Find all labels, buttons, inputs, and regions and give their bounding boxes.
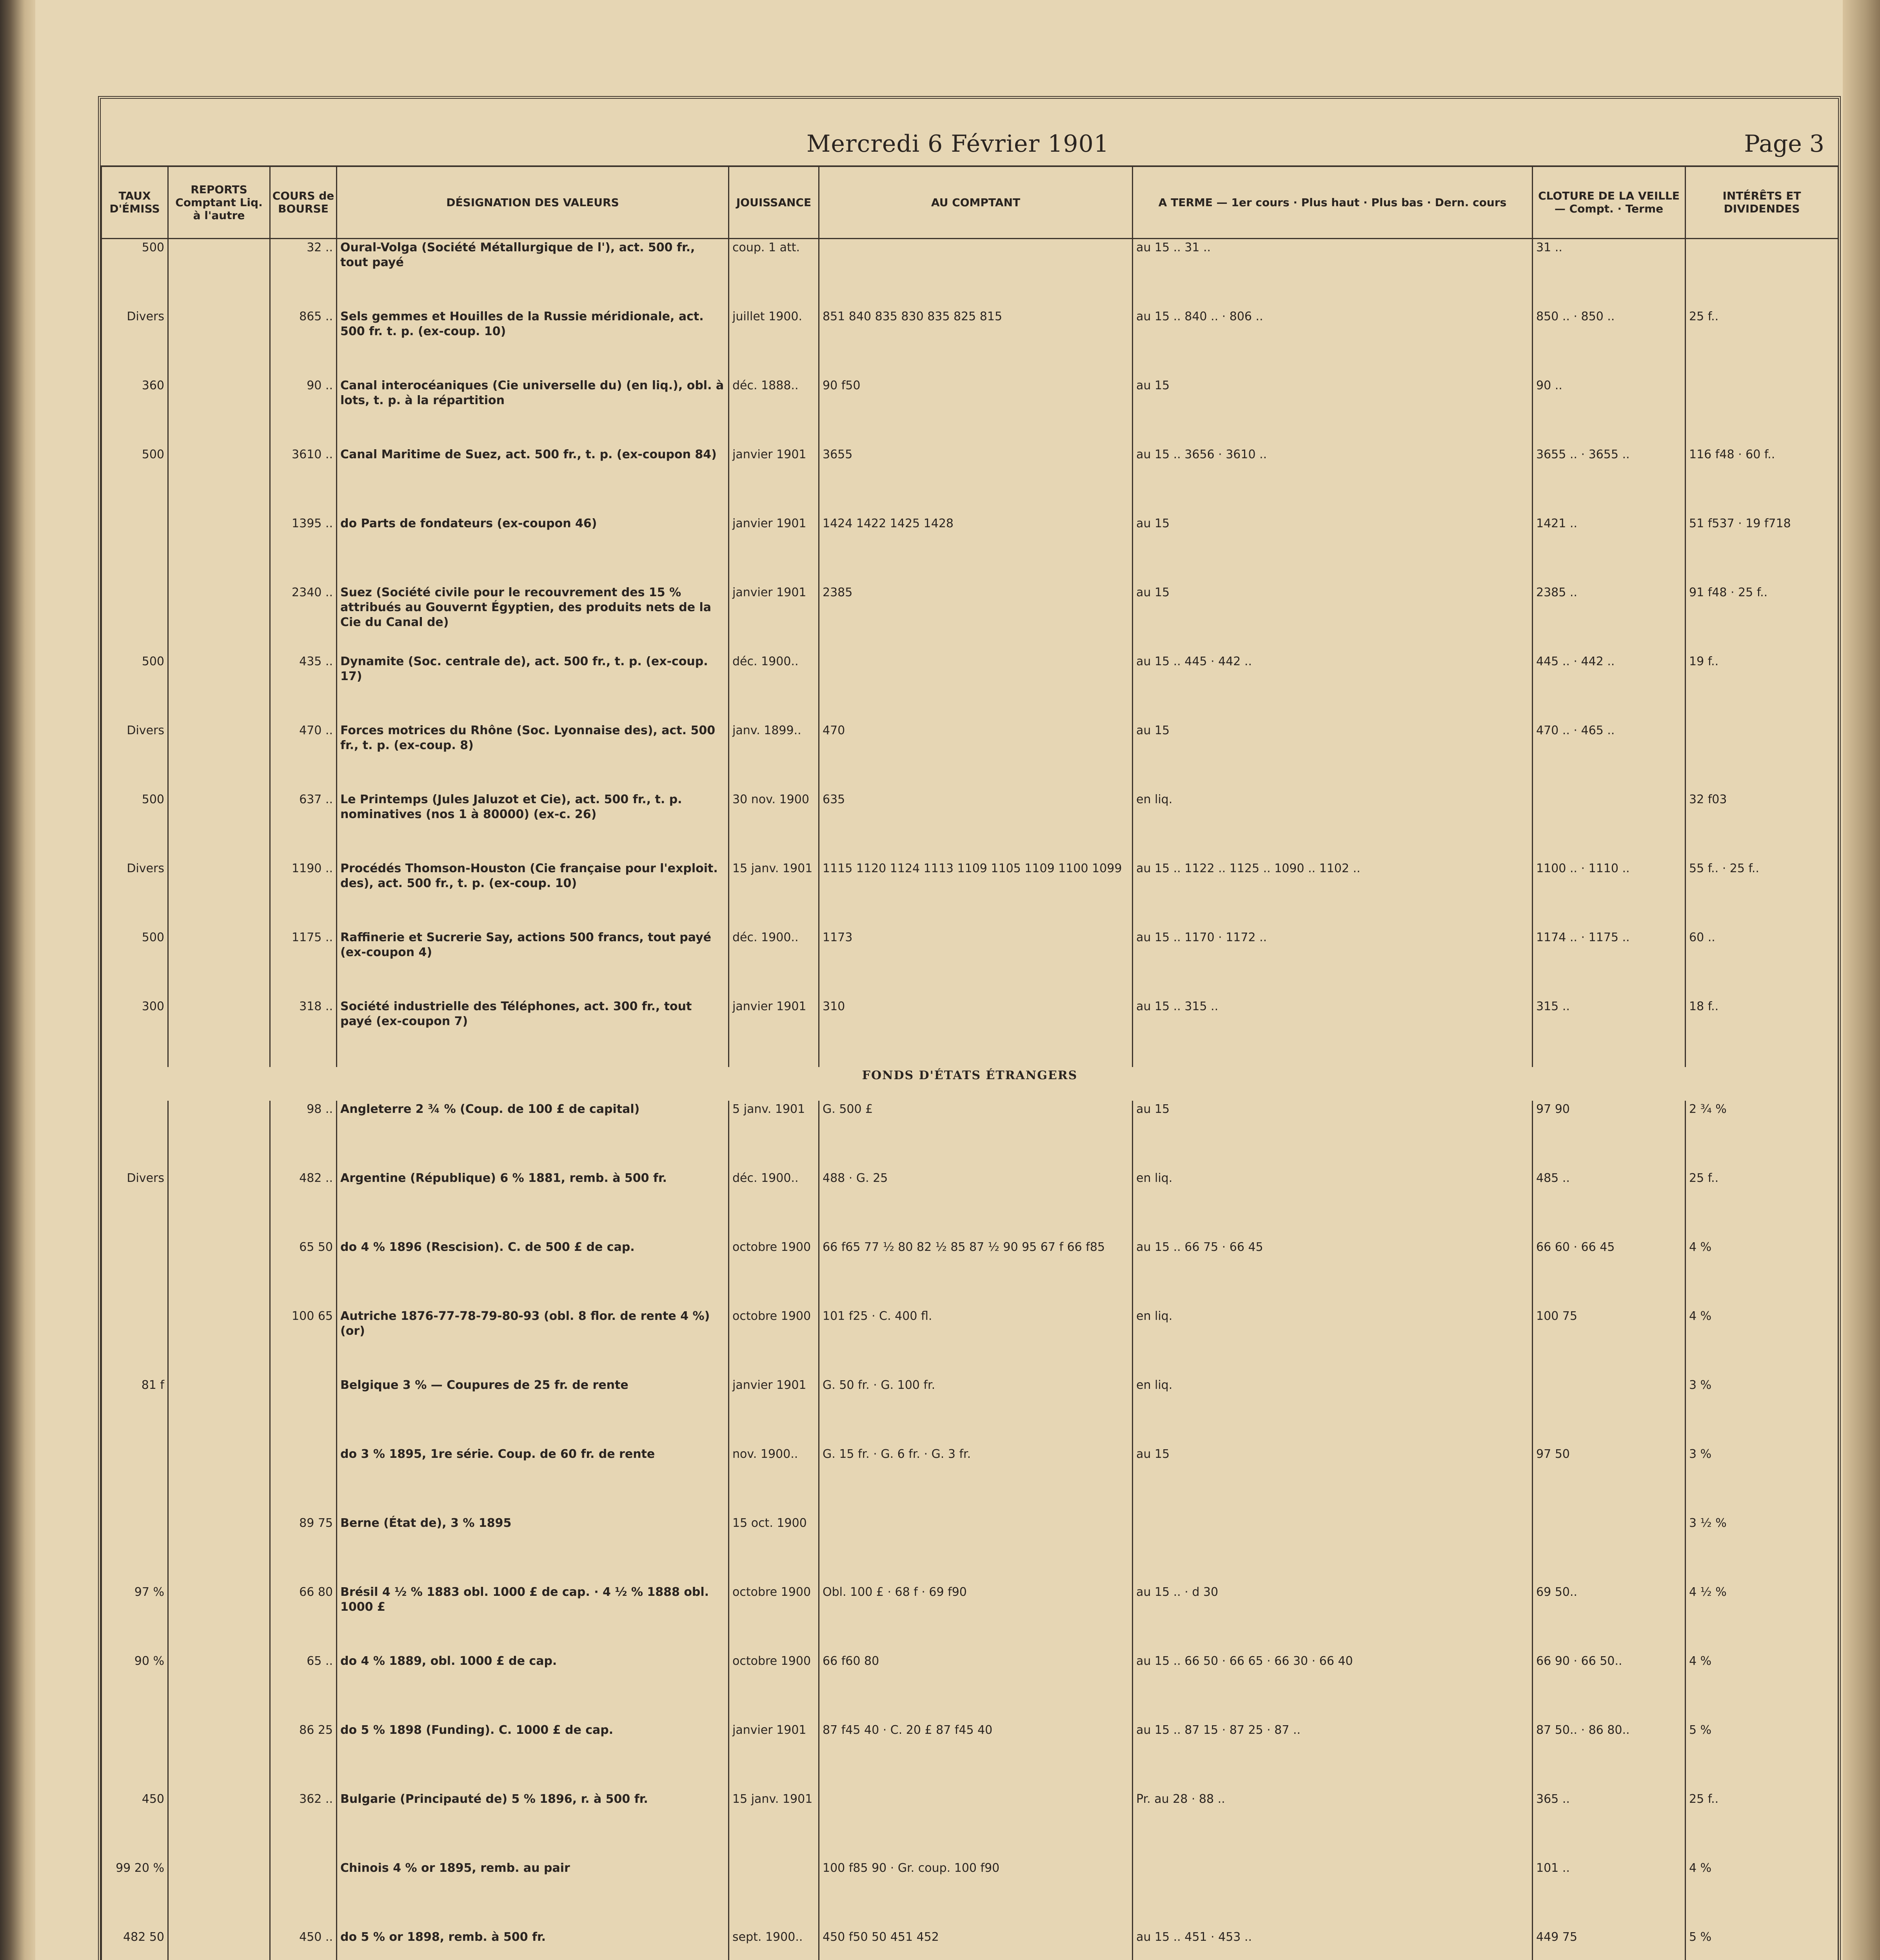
cell-jouissance: octobre 1900 [729,1308,819,1377]
cell-cloture: 3655 .. · 3655 .. [1533,446,1686,515]
table-row [102,1584,1838,1653]
cell-taux: 450 [102,1791,168,1860]
cell-jouissance: sept. 1900.. [729,1929,819,1960]
cell-designation: Suez (Société civile pour le recouvrement des 15 % attribués au Gouvernt Égyptien, des produits nets de la Cie du Canal de) [337,584,729,653]
cell-cloture: 66 60 · 66 45 [1533,1239,1686,1308]
cell-reports [168,1239,270,1308]
cell-interets: 4 % [1686,1308,1838,1377]
cell-comptant [819,653,1133,722]
cell-cours: 1395 .. [270,515,337,584]
cell-designation: Brésil 4 ½ % 1883 obl. 1000 £ de cap. · 4 ½ % 1888 obl. 1000 £ [337,1584,729,1653]
cell-designation: do 4 % 1889, obl. 1000 £ de cap. [337,1653,729,1722]
cell-designation: do 4 % 1896 (Rescision). C. de 500 £ de cap. [337,1239,729,1308]
cell-cours: 100 65 [270,1308,337,1377]
cell-jouissance: janvier 1901 [729,515,819,584]
cell-cours: 470 .. [270,722,337,791]
table-row [102,1791,1838,1860]
page-number: Page 3 [1744,130,1824,158]
cell-cours: 32 .. [270,239,337,309]
cell-cloture: 69 50.. [1533,1584,1686,1653]
cell-terme [1133,1860,1533,1929]
table-row [102,239,1838,309]
cell-interets [1686,722,1838,791]
table-row [102,1170,1838,1239]
cell-comptant [819,1515,1133,1584]
cell-taux: Divers [102,308,168,377]
page-date: Mercredi 6 Février 1901 [806,130,1109,158]
book-edge [1843,0,1880,1960]
cell-comptant: 1115 1120 1124 1113 1109 1105 1109 1100 1099 [819,860,1133,929]
cell-jouissance: 5 janv. 1901 [729,1101,819,1170]
cell-interets: 51 f537 · 19 f718 [1686,515,1838,584]
cell-interets: 25 f.. [1686,308,1838,377]
cell-comptant: 488 · G. 25 [819,1170,1133,1239]
cell-comptant: 450 f50 50 451 452 [819,1929,1133,1960]
cell-reports [168,308,270,377]
cell-designation: Oural-Volga (Société Métallurgique de l'), act. 500 fr., tout payé [337,239,729,309]
cell-interets: 5 % [1686,1722,1838,1791]
table-row [102,584,1838,653]
table-row [102,1377,1838,1446]
cell-jouissance: octobre 1900 [729,1653,819,1722]
cell-taux: 500 [102,653,168,722]
cell-reports [168,1860,270,1929]
cell-cours: 89 75 [270,1515,337,1584]
cell-cloture: 485 .. [1533,1170,1686,1239]
table-body [102,239,1838,1960]
table-row [102,1653,1838,1722]
table-row [102,515,1838,584]
cell-comptant: Obl. 100 £ · 68 f · 69 f90 [819,1584,1133,1653]
cell-cloture: 97 90 [1533,1101,1686,1170]
cell-comptant: G. 50 fr. · G. 100 fr. [819,1377,1133,1446]
cell-terme: au 15 .. 3656 · 3610 .. [1133,446,1533,515]
cell-cours: 450 .. [270,1929,337,1960]
cell-jouissance: 15 janv. 1901 [729,1791,819,1860]
cell-reports [168,860,270,929]
cell-reports [168,377,270,446]
cell-comptant: 100 f85 90 · Gr. coup. 100 f90 [819,1860,1133,1929]
cell-designation: Procédés Thomson-Houston (Cie française pour l'exploit. des), act. 500 fr., t. p. (ex-coup. 10) [337,860,729,929]
cell-comptant: 3655 [819,446,1133,515]
cell-cloture: 1421 .. [1533,515,1686,584]
cell-comptant: 66 f60 80 [819,1653,1133,1722]
cell-interets: 2 ¾ % [1686,1101,1838,1170]
cell-jouissance: 15 janv. 1901 [729,860,819,929]
table-row [102,377,1838,446]
col-jouissance: JOUISSANCE [729,166,819,239]
section-title-row [102,1067,1838,1101]
cell-reports [168,1929,270,1960]
cell-cloture: 1100 .. · 1110 .. [1533,860,1686,929]
cell-cours: 637 .. [270,791,337,860]
cell-taux [102,515,168,584]
cell-cours: 1175 .. [270,929,337,998]
cell-reports [168,1584,270,1653]
cell-cloture: 66 90 · 66 50.. [1533,1653,1686,1722]
cell-reports [168,1515,270,1584]
cell-interets: 4 ½ % [1686,1584,1838,1653]
cell-comptant: 310 [819,998,1133,1067]
cell-designation: Autriche 1876-77-78-79-80-93 (obl. 8 flor. de rente 4 %) (or) [337,1308,729,1377]
cell-terme: au 15 .. 451 · 453 .. [1133,1929,1533,1960]
cell-designation: Berne (État de), 3 % 1895 [337,1515,729,1584]
cell-cours: 865 .. [270,308,337,377]
cell-interets: 91 f48 · 25 f.. [1686,584,1838,653]
cell-reports [168,998,270,1067]
cell-cours: 482 .. [270,1170,337,1239]
cell-taux: Divers [102,722,168,791]
cell-cloture: 365 .. [1533,1791,1686,1860]
cell-designation: do 3 % 1895, 1re série. Coup. de 60 fr. de rente [337,1446,729,1515]
cell-reports [168,1377,270,1446]
cell-interets: 3 ½ % [1686,1515,1838,1584]
cell-reports [168,584,270,653]
cell-cours [270,1860,337,1929]
cell-cloture: 97 50 [1533,1446,1686,1515]
cell-designation: Canal Maritime de Suez, act. 500 fr., t. p. (ex-coupon 84) [337,446,729,515]
cell-comptant: 470 [819,722,1133,791]
cell-reports [168,1170,270,1239]
cell-comptant: 90 f50 [819,377,1133,446]
cell-reports [168,446,270,515]
cell-comptant: G. 500 £ [819,1101,1133,1170]
col-cours: COURS de BOURSE [270,166,337,239]
cell-jouissance: janvier 1901 [729,998,819,1067]
cell-interets: 32 f03 [1686,791,1838,860]
cell-jouissance: janvier 1901 [729,446,819,515]
cell-cours: 435 .. [270,653,337,722]
cell-taux [102,1515,168,1584]
cell-interets: 18 f.. [1686,998,1838,1067]
cell-terme: au 15 [1133,1446,1533,1515]
cell-jouissance: déc. 1900.. [729,653,819,722]
cell-designation: Sels gemmes et Houilles de la Russie méridionale, act. 500 fr. t. p. (ex-coup. 10) [337,308,729,377]
col-comptant: AU COMPTANT [819,166,1133,239]
cell-terme: au 15 [1133,515,1533,584]
table-row [102,653,1838,722]
cell-terme: au 15 .. · d 30 [1133,1584,1533,1653]
cell-designation: do 5 % or 1898, remb. à 500 fr. [337,1929,729,1960]
cell-taux: 482 50 [102,1929,168,1960]
cell-designation: Canal interocéaniques (Cie universelle du) (en liq.), obl. à lots, t. p. à la répartition [337,377,729,446]
cell-designation: Bulgarie (Principauté de) 5 % 1896, r. à 500 fr. [337,1791,729,1860]
cell-taux: 360 [102,377,168,446]
cell-reports [168,653,270,722]
cell-comptant [819,1791,1133,1860]
table-row [102,1446,1838,1515]
cell-designation: do Parts de fondateurs (ex-coupon 46) [337,515,729,584]
newspaper-page [98,96,1841,1960]
cell-jouissance: juillet 1900. [729,308,819,377]
cell-interets: 25 f.. [1686,1791,1838,1860]
cell-cours: 66 80 [270,1584,337,1653]
cell-reports [168,515,270,584]
table-row [102,722,1838,791]
table-row [102,1929,1838,1960]
cell-interets: 19 f.. [1686,653,1838,722]
cell-designation: do 5 % 1898 (Funding). C. 1000 £ de cap. [337,1722,729,1791]
cell-cloture [1533,1515,1686,1584]
cell-terme: en liq. [1133,791,1533,860]
cell-terme: au 15 [1133,377,1533,446]
cell-interets: 25 f.. [1686,1170,1838,1239]
cell-designation: Forces motrices du Rhône (Soc. Lyonnaise des), act. 500 fr., t. p. (ex-coup. 8) [337,722,729,791]
cell-designation: Argentine (République) 6 % 1881, remb. à 500 fr. [337,1170,729,1239]
cell-taux [102,1308,168,1377]
cell-reports [168,929,270,998]
cell-cours: 3610 .. [270,446,337,515]
cell-cours: 318 .. [270,998,337,1067]
cell-interets: 4 % [1686,1239,1838,1308]
cell-interets: 4 % [1686,1653,1838,1722]
cell-cours: 65 50 [270,1239,337,1308]
table-row [102,1722,1838,1791]
cell-cloture: 1174 .. · 1175 .. [1533,929,1686,998]
col-designation: DÉSIGNATION DES VALEURS [337,166,729,239]
table-row [102,791,1838,860]
cell-taux: 300 [102,998,168,1067]
cell-comptant: 2385 [819,584,1133,653]
cell-reports [168,239,270,309]
cell-cloture: 2385 .. [1533,584,1686,653]
cell-designation: Dynamite (Soc. centrale de), act. 500 fr., t. p. (ex-coup. 17) [337,653,729,722]
cell-taux: Divers [102,1170,168,1239]
cell-reports [168,1653,270,1722]
cell-cloture: 315 .. [1533,998,1686,1067]
cell-terme: au 15 [1133,1101,1533,1170]
cell-cloture: 90 .. [1533,377,1686,446]
cell-taux [102,1101,168,1170]
cell-taux [102,584,168,653]
cell-terme [1133,1515,1533,1584]
cell-taux [102,1446,168,1515]
cell-reports [168,722,270,791]
cell-cloture [1533,1377,1686,1446]
cell-jouissance [729,1860,819,1929]
table-row [102,998,1838,1067]
cell-interets: 3 % [1686,1377,1838,1446]
table-header-row [102,166,1838,239]
col-interets: INTÉRÊTS ET DIVIDENDES [1686,166,1838,239]
table-row [102,1308,1838,1377]
cell-cours: 1190 .. [270,860,337,929]
cell-reports [168,1791,270,1860]
cell-taux: 97 % [102,1584,168,1653]
cell-terme: Pr. au 28 · 88 .. [1133,1791,1533,1860]
cell-taux: 500 [102,791,168,860]
cell-reports [168,1722,270,1791]
cell-comptant: 87 f45 40 · C. 20 £ 87 f45 40 [819,1722,1133,1791]
cell-taux: 500 [102,446,168,515]
cell-terme: au 15 [1133,584,1533,653]
cell-interets [1686,377,1838,446]
cell-jouissance: déc. 1888.. [729,377,819,446]
cell-reports [168,791,270,860]
cell-jouissance: janv. 1899.. [729,722,819,791]
cell-designation: Chinois 4 % or 1895, remb. au pair [337,1860,729,1929]
cell-interets: 55 f.. · 25 f.. [1686,860,1838,929]
cell-cours: 362 .. [270,1791,337,1860]
cell-jouissance: déc. 1900.. [729,1170,819,1239]
cell-terme: en liq. [1133,1308,1533,1377]
col-cloture: CLOTURE DE LA VEILLE — Compt. · Terme [1533,166,1686,239]
cell-terme: au 15 .. 445 · 442 .. [1133,653,1533,722]
cell-terme: au 15 .. 66 75 · 66 45 [1133,1239,1533,1308]
cell-taux: 81 f [102,1377,168,1446]
col-taux: TAUX D'ÉMISS [102,166,168,239]
cell-terme: au 15 .. 840 .. · 806 .. [1133,308,1533,377]
cell-taux: 500 [102,929,168,998]
cell-cloture: 470 .. · 465 .. [1533,722,1686,791]
cell-cloture: 87 50.. · 86 80.. [1533,1722,1686,1791]
cell-terme: en liq. [1133,1377,1533,1446]
cell-designation: Angleterre 2 ¾ % (Coup. de 100 £ de capital) [337,1101,729,1170]
cell-terme: au 15 .. 1170 · 1172 .. [1133,929,1533,998]
cell-terme: en liq. [1133,1170,1533,1239]
cell-reports [168,1446,270,1515]
cell-cours: 98 .. [270,1101,337,1170]
cell-jouissance: janvier 1901 [729,1722,819,1791]
cell-comptant: 851 840 835 830 835 825 815 [819,308,1133,377]
cell-taux: 90 % [102,1653,168,1722]
table-row [102,860,1838,929]
cell-cours: 65 .. [270,1653,337,1722]
cell-cloture: 100 75 [1533,1308,1686,1377]
col-reports: REPORTS Comptant Liq. à l'autre [168,166,270,239]
cell-comptant: G. 15 fr. · G. 6 fr. · G. 3 fr. [819,1446,1133,1515]
cell-designation: Raffinerie et Sucrerie Say, actions 500 francs, tout payé (ex-coupon 4) [337,929,729,998]
cell-designation: Le Printemps (Jules Jaluzot et Cie), act. 500 fr., t. p. nominatives (nos 1 à 80000) (ex-c. 26) [337,791,729,860]
cell-interets: 60 .. [1686,929,1838,998]
cell-interets: 3 % [1686,1446,1838,1515]
cell-reports [168,1308,270,1377]
table-row [102,1860,1838,1929]
cell-jouissance: 30 nov. 1900 [729,791,819,860]
table-row [102,1515,1838,1584]
book-gutter [0,0,35,1960]
cell-cloture [1533,791,1686,860]
cell-cloture: 101 .. [1533,1860,1686,1929]
cell-comptant: 635 [819,791,1133,860]
cell-cloture: 850 .. · 850 .. [1533,308,1686,377]
cell-taux: 500 [102,239,168,309]
cell-cours: 90 .. [270,377,337,446]
cell-taux [102,1722,168,1791]
cell-jouissance: déc. 1900.. [729,929,819,998]
stock-quotation-table [101,165,1839,1960]
cell-comptant: 1173 [819,929,1133,998]
table-row [102,446,1838,515]
cell-terme: au 15 .. 66 50 · 66 65 · 66 30 · 66 40 [1133,1653,1533,1722]
cell-terme: au 15 .. 315 .. [1133,998,1533,1067]
cell-reports [168,1101,270,1170]
cell-jouissance: janvier 1901 [729,584,819,653]
cell-cloture: 449 75 [1533,1929,1686,1960]
cell-cours: 86 25 [270,1722,337,1791]
table-row [102,1239,1838,1308]
cell-cours [270,1377,337,1446]
cell-interets: 4 % [1686,1860,1838,1929]
cell-comptant: 1424 1422 1425 1428 [819,515,1133,584]
col-terme: A TERME — 1er cours · Plus haut · Plus bas · Dern. cours [1133,166,1533,239]
cell-jouissance: nov. 1900.. [729,1446,819,1515]
cell-jouissance: coup. 1 att. [729,239,819,309]
cell-comptant: 66 f65 77 ½ 80 82 ½ 85 87 ½ 90 95 67 f 66 f85 [819,1239,1133,1308]
cell-terme: au 15 .. 87 15 · 87 25 · 87 .. [1133,1722,1533,1791]
cell-terme: au 15 .. 1122 .. 1125 .. 1090 .. 1102 .. [1133,860,1533,929]
cell-terme: au 15 .. 31 .. [1133,239,1533,309]
cell-designation: Belgique 3 % — Coupures de 25 fr. de rente [337,1377,729,1446]
cell-cours [270,1446,337,1515]
cell-cloture: 445 .. · 442 .. [1533,653,1686,722]
cell-interets: 5 % [1686,1929,1838,1960]
cell-taux [102,1239,168,1308]
cell-jouissance: janvier 1901 [729,1377,819,1446]
table-row [102,1101,1838,1170]
cell-taux: 99 20 % [102,1860,168,1929]
cell-interets: 116 f48 · 60 f.. [1686,446,1838,515]
cell-terme: au 15 [1133,722,1533,791]
table-row [102,308,1838,377]
cell-comptant [819,239,1133,309]
cell-jouissance: 15 oct. 1900 [729,1515,819,1584]
table-row [102,929,1838,998]
cell-cloture: 31 .. [1533,239,1686,309]
page-header [101,99,1838,167]
cell-cours: 2340 .. [270,584,337,653]
cell-interets [1686,239,1838,309]
cell-designation: Société industrielle des Téléphones, act. 300 fr., tout payé (ex-coupon 7) [337,998,729,1067]
cell-jouissance: octobre 1900 [729,1584,819,1653]
cell-jouissance: octobre 1900 [729,1239,819,1308]
cell-comptant: 101 f25 · C. 400 fl. [819,1308,1133,1377]
cell-taux: Divers [102,860,168,929]
section-title: FONDS D'ÉTATS ÉTRANGERS [102,1067,1838,1101]
